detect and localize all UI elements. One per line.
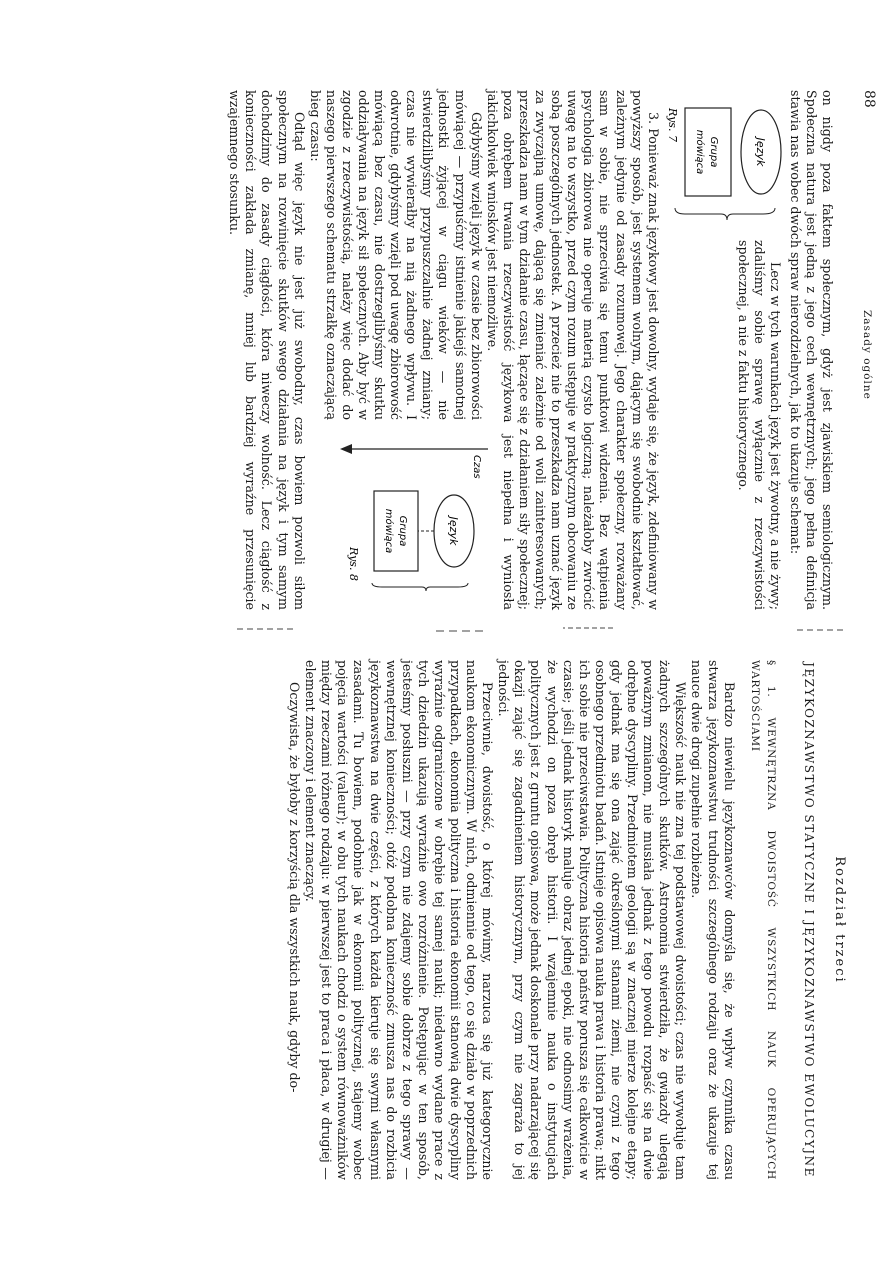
section-heading: § 1. WEWNĘTRZNA DWOISTOŚĆ WSZYSTKICH NAUK OPERUJĄCYCH WARTOŚCIAMI xyxy=(748,660,777,1180)
left-page-body xyxy=(226,90,835,610)
paragraph: Lecz w tych warunkach język jest żywotny, a nie żywy; zdaliśmy sobie sprawę wyłącznie z rzeczywistości społecznej, a nie z faktu historycznego. xyxy=(735,240,783,610)
chapter-label: Rozdział trzeci xyxy=(832,856,847,984)
figure-8-group-label-2: mówiąca xyxy=(382,508,394,554)
figure-7-diagram xyxy=(665,90,783,230)
page-number: 88 xyxy=(861,90,877,108)
chapter-title: JĘZYKOZNAWSTWO STATYCZNE I JĘZYKOZNAWSTWO EWOLUCYJNE xyxy=(801,662,816,1178)
figure-8-block xyxy=(307,90,484,610)
right-page-body xyxy=(286,660,847,1180)
figure-7-group-label-2: mówiąca xyxy=(693,129,705,175)
paragraph: Bardzo niewielu językoznawców domyśla się, że wpływ czynnika czasu stwarza językoznawstwu trudności szczególnego rodzaju oraz że ukazuje tej nauce dwie drogi zupełnie rozbieżne. xyxy=(689,660,737,1180)
left-page xyxy=(0,90,893,610)
paragraph: Gdybyśmy wzięli język w czasie bez zbiorowości mówiącej — przypuśćmy istnienie jakiejś samotnej jednostki żyjącej w ciągu wieków — nie stwierdzilibyśmy przypuszczalnie żadnej zmiany; czas nie wywierałby na nią żadnego wpływu. I odwrotnie, gdybyśmy wzięli pod uwagę zbiorowość mówiącą bez czasu, nie dostrzeglibyśmy skutku oddziaływania na język sił społecznych. Aby być w zgodzie z rzeczywistością, należy więc dodać do naszego pierwszego schematu strzałkę oznaczającą bieg czasu: xyxy=(307,90,484,420)
running-head: Zasady ogólne xyxy=(861,310,873,400)
paragraph: on nigdy poza faktem społecznym, gdyż jest zjawiskiem semiologicznym. Społeczna natura jest jedną z jego cech wewnętrznych; jego pełna definicja stawia nas wobec dwóch spraw nierozdzielnych, jak to ukazuje schemat: xyxy=(787,90,835,610)
right-page xyxy=(0,660,893,1180)
figure-7-caption: Rys. 7 xyxy=(665,108,679,142)
paragraph: 3. Ponieważ znak językowy jest dowolny, wydaje się, że język, zdefiniowany w powyższy sposób, jest systemem wolnym, dającym się swobodnie kształtować, zależnym jedynie od zasady rozumowej. Jego charakter społeczny, rozważany sam w sobie, nie sprzeciwia się temu punktowi widzenia. Bez wątpienia psychologia zbiorowa nie operuje materią czysto logiczną; należałoby zwrócić uwagę na to wszystko, przed czym rozum ustępuje w praktycznym obcowaniu ze sobą poszczególnych jednostek. A przecież nie to przeszkadza nam uznać język za zwyczajną umowę, dającą się zmieniać zależnie od woli zainteresowanych; przeszkadza nam w tym działanie czasu, łączące się z działaniem siły społecznej; poza obrębem trwania rzeczywistość językowa jest niepełna i wyniosła jakichkolwiek wniosków jest niemożliwe. xyxy=(484,90,661,610)
figure-8-time-label: Czas xyxy=(470,455,482,479)
figure-8-caption: Rys. 8 xyxy=(346,547,360,581)
figure-8-diagram xyxy=(334,435,494,605)
paragraph: Większość nauk nie zna tej podstawowej dwoistości; czas nie wywołuje tam żadnych szczególnych skutków. Astronomia stwierdziła, że gwiazdy ulegają poważnym zmianom, nie musiała jednak z tego powodu rozpaść się na dwie odrębne dyscypliny. Przedmiotem geologii są w znacznej mierze kolejne etapy; gdy jednak ma się ona zająć określonymi stanami ziemi, nie czyni z tego osobnego przedmiotu badań. Istnieje opisowa nauka prawa i historia prawa; nikt ich sobie nie przeciwstawia. Polityczna historia państw porusza się całkowicie w czasie; jeśli jednak historyk maluje obraz jednej epoki, nie odnosimy wrażenia, że wychodzi on poza obręb historii. I wzajemnie nauka o instytucjach politycznych jest z gruntu opisowa, może jednak doskonale przy nadarzającej się okazji zająć się zagadnieniem historycznym, przy czym nie zagraża to jej jedności. xyxy=(496,660,689,1180)
paragraph: Przeciwnie, dwoistość, o której mówimy, narzuca się już kategorycznie naukom ekonomicznym. W nich, odmiennie od tego, co się działo w poprzednich przypadkach, ekonomia polityczna i historia ekonomii stanowią dwie dyscypliny wyraźnie odgraniczone w obrębie tej samej nauki; niedawno wydane prace z tych dziedzin ukazują wyraźnie owo rozróżnienie. Postępując w ten sposób, jesteśmy posłuszni — przy czym nie zdajemy sobie dobrze z tego sprawy — wewnętrznej konieczności; otóż podobna konieczność zmusza nas do rozbicia językoznawstwa na dwie części, z których każda kieruje się swymi własnymi zasadami. Tu bowiem, podobnie jak w ekonomii politycznej, stajemy wobec pojęcia wartości (valeur); w obu tych naukach chodzi o system równoważników między rzeczami różnego rodzaju: w pierwszej jest to praca i płaca, w drugiej — element znaczony i element znaczący. xyxy=(303,660,496,1180)
figure-7 xyxy=(665,90,783,610)
paragraph: Oczywista, że byłoby z korzyścią dla wszystkich nauk, gdyby do- xyxy=(287,682,303,1093)
figure-7-group-label: Grupa xyxy=(707,136,719,168)
paragraph: Odtąd więc język nie jest już swobodny, czas bowiem pozwoli siłom społecznym na rozwinięcie skutków swego działania na język i tym samym dochodzimy do zasady ciągłości, która niweczy wolność. Lecz ciągłość z konieczności zakłada zmianę, mniej lub bardziej wyraźne przesunięcie wzajemnego stosunku. xyxy=(227,90,307,610)
figure-8-language-label: Język xyxy=(446,516,460,546)
figure-7-language-label: Język xyxy=(753,137,767,167)
figure-8-group-label: Grupa xyxy=(396,515,408,547)
gutter-scan-marks xyxy=(33,600,853,660)
